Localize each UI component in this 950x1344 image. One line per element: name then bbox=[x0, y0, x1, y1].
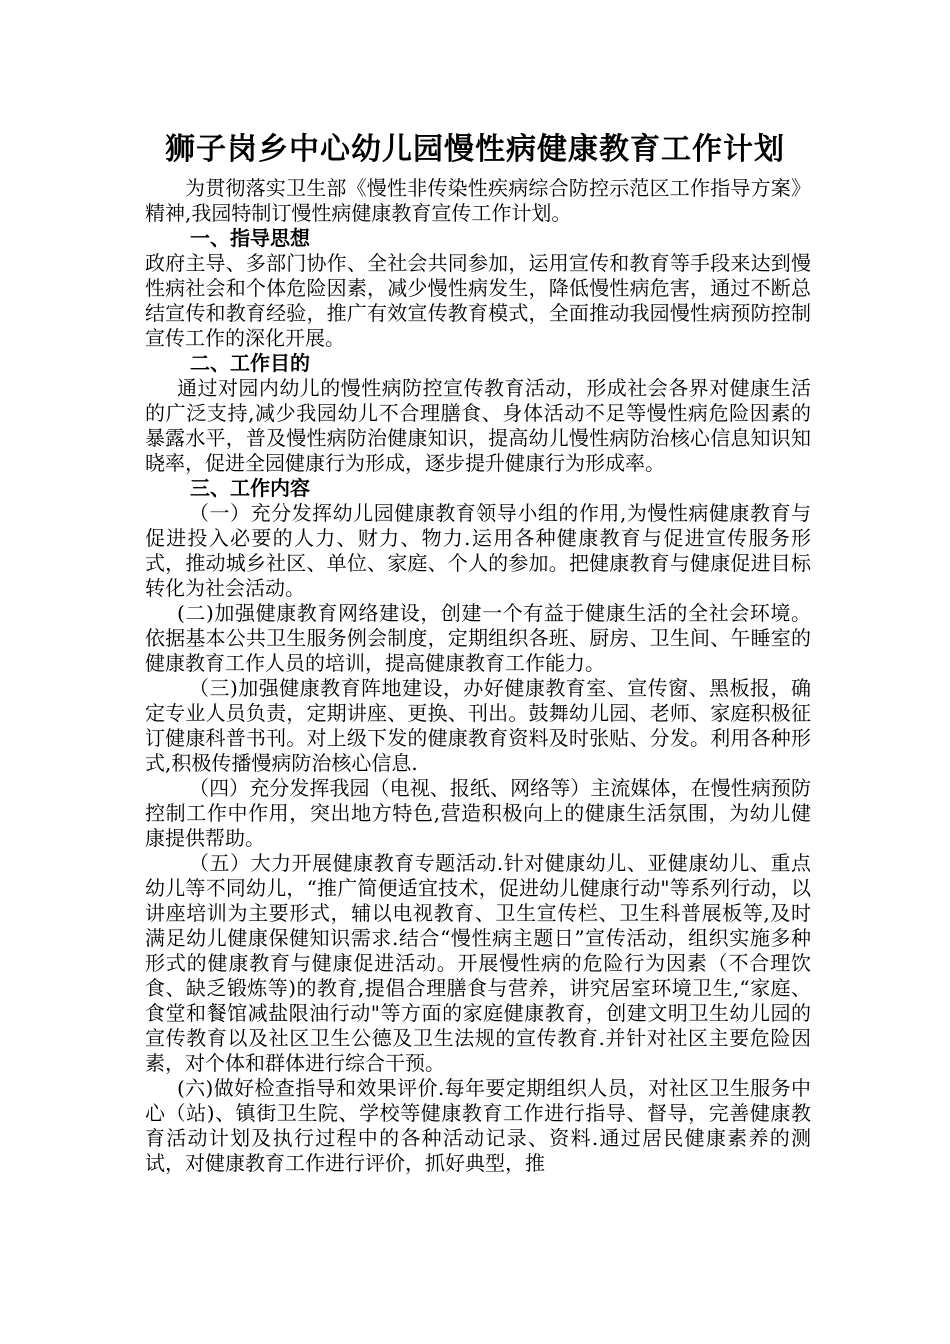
paragraph-content-6: (六)做好检查指导和效果评价.每年要定期组织人员，对社区卫生服务中心（站)、镇街卫生院、学校等健康教育工作进行指导、督导，完善健康教育活动计划及执行过程中的各种活动记录、资料.通过居民健康素养的测试，对健康教育工作进行评价，抓好典型，推 bbox=[145, 1076, 811, 1175]
document-body bbox=[145, 176, 811, 1176]
paragraph-content-3: （三)加强健康教育阵地建设，办好健康教育室、宣传窗、黑板报，确定专业人员负责，定期讲座、更换、刊出。鼓舞幼儿园、老师、家庭积极征订健康科普书刊。对上级下发的健康教育资料及时张贴、分发。利用各种形式,积极传播慢病防治核心信息. bbox=[145, 676, 811, 775]
paragraph-work-purpose: 通过对园内幼儿的慢性病防控宣传教育活动，形成社会各界对健康生活的广泛支持,减少我园幼儿不合理膳食、身体活动不足等慢性病危险因素的暴露水平，普及慢性病防治健康知识，提高幼儿慢性病防治核心信息知识知晓率，促进全园健康行为形成，逐步提升健康行为形成率。 bbox=[145, 376, 811, 475]
intro-paragraph: 为贯彻落实卫生部《慢性非传染性疾病综合防控示范区工作指导方案》精神,我园特制订慢性病健康教育宣传工作计划。 bbox=[145, 176, 811, 225]
section-heading-work-content: 三、工作内容 bbox=[190, 476, 310, 500]
section-heading-work-purpose: 二、工作目的 bbox=[190, 351, 310, 375]
paragraph-content-1: （一）充分发挥幼儿园健康教育领导小组的作用,为慢性病健康教育与促进投入必要的人力、财力、物力.运用各种健康教育与促进宣传服务形式，推动城乡社区、单位、家庭、个人的参加。把健康教育与健康促进目标转化为社会活动。 bbox=[145, 501, 811, 600]
paragraph-content-5: （五）大力开展健康教育专题活动.针对健康幼儿、亚健康幼儿、重点幼儿等不同幼儿，“推广简便适宜技术，促进幼儿健康行动"等系列行动，以讲座培训为主要形式，辅以电视教育、卫生宣传栏、卫生科普展板等,及时满足幼儿健康保健知识需求.结合“慢性病主题日”宣传活动，组织实施多种形式的健康教育与健康促进活动。开展慢性病的危险行为因素（不合理饮食、缺乏锻炼等)的教育,提倡合理膳食与营养，讲究居室环境卫生,“家庭、食堂和餐馆减盐限油行动"等方面的家庭健康教育，创建文明卫生幼儿园的宣传教育以及社区卫生公德及卫生法规的宣传教育.并针对社区主要危险因素，对个体和群体进行综合干预。 bbox=[145, 851, 811, 1075]
paragraph-content-4: （四）充分发挥我园（电视、报纸、网络等）主流媒体，在慢性病预防控制工作中作用，突出地方特色,营造积极向上的健康生活氛围，为幼儿健康提供帮助。 bbox=[145, 776, 811, 850]
paragraph-guiding-ideology: 政府主导、多部门协作、全社会共同参加，运用宣传和教育等手段来达到慢性病社会和个体危险因素，减少慢性病发生，降低慢性病危害，通过不断总结宣传和教育经验，推广有效宣传教育模式，全面推动我园慢性病预防控制宣传工作的深化开展。 bbox=[145, 251, 811, 350]
document-title: 狮子岗乡中心幼儿园慢性病健康教育工作计划 bbox=[165, 132, 785, 167]
section-heading-guiding-ideology: 一、指导思想 bbox=[190, 226, 310, 250]
paragraph-content-2: (二)加强健康教育网络建设，创建一个有益于健康生活的全社会环境。依据基本公共卫生服务例会制度，定期组织各班、厨房、卫生间、午睡室的健康教育工作人员的培训，提高健康教育工作能力。 bbox=[145, 601, 811, 675]
